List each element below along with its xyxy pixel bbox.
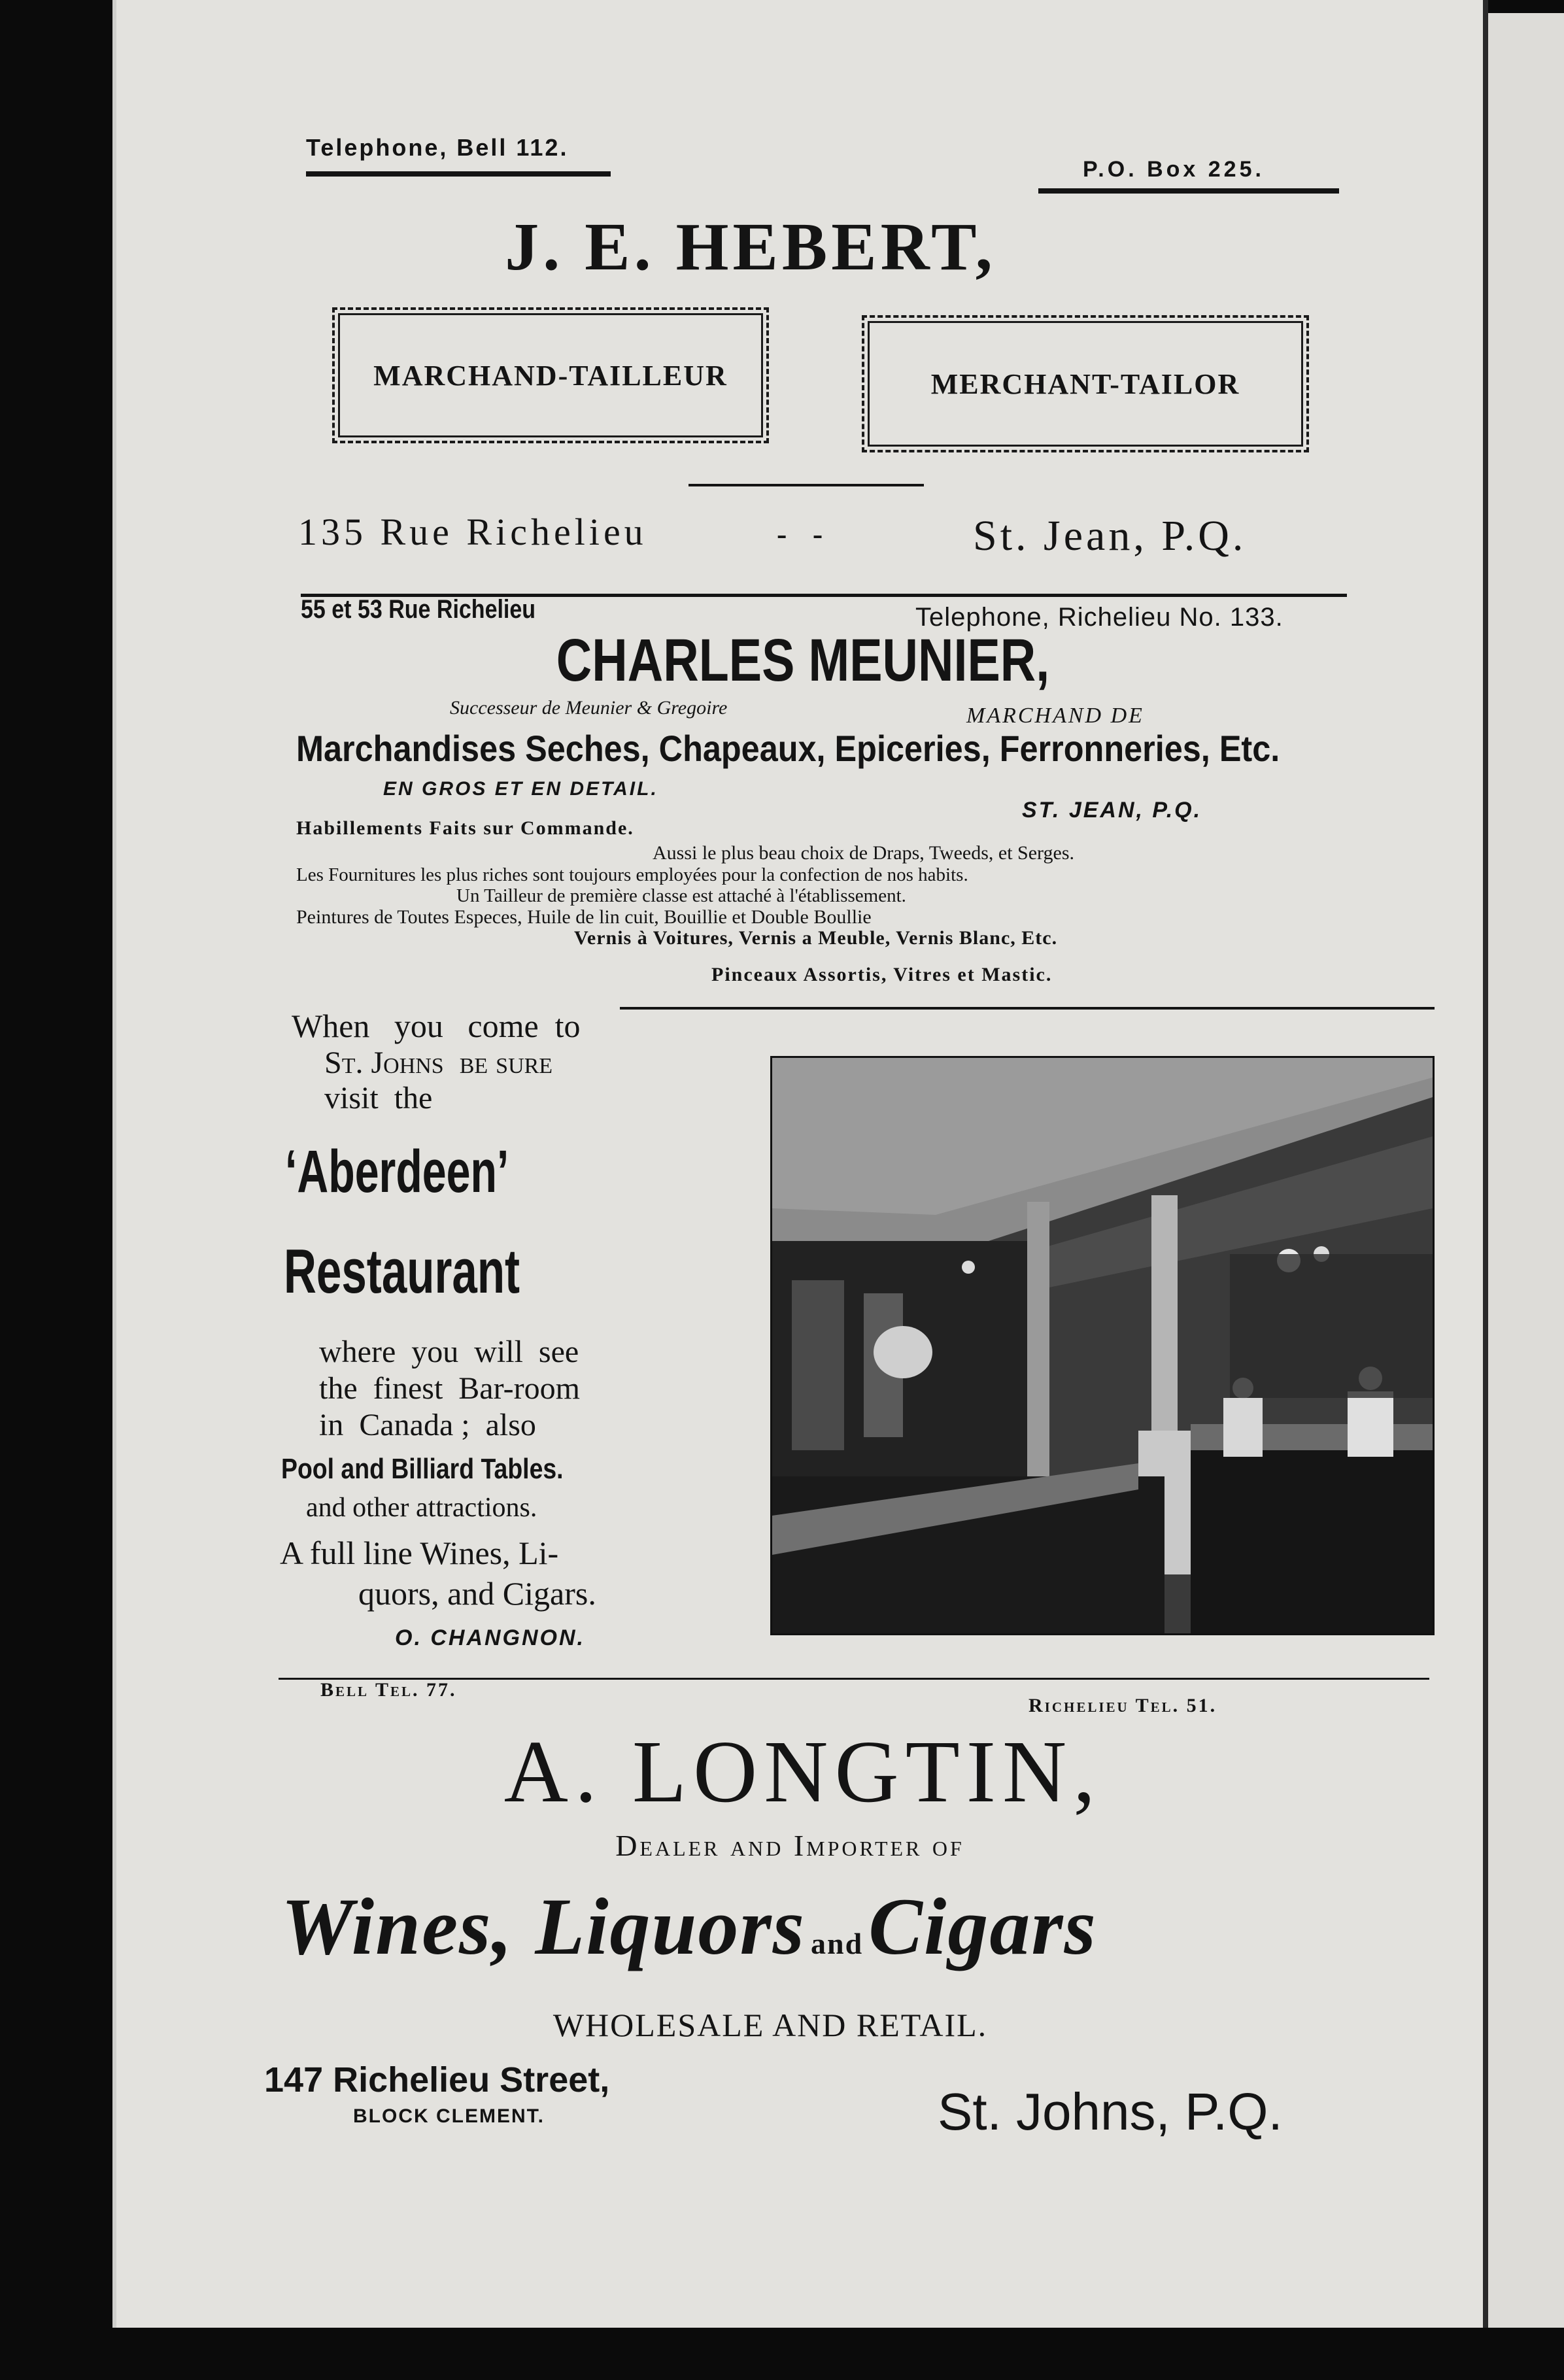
longtin-richelieu-tel: Richelieu Tel. 51.: [1028, 1695, 1217, 1716]
meunier-line-5: Peintures de Toutes Especes, Huile de lin cuit, Bouillie et Double Boullie: [296, 906, 872, 928]
longtin-street: 147 Richelieu Street,: [264, 2060, 610, 2100]
meunier-goods: Marchandises Seches, Chapeaux, Epiceries, Ferronneries, Etc.: [296, 728, 1280, 769]
meunier-line-7: Pinceaux Assortis, Vitres et Mastic.: [711, 964, 1053, 985]
aberdeen-owner: O. CHANGNON.: [395, 1625, 585, 1650]
aberdeen-intro-2: St. Johns be sure: [324, 1046, 553, 1080]
aberdeen-intro-3: visit the: [324, 1081, 433, 1115]
meunier-telephone: Telephone, Richelieu No. 133.: [915, 603, 1284, 632]
hebert-po-box: P.O. Box 225.: [1083, 157, 1265, 182]
meunier-line-3: Les Fournitures les plus riches sont toujours employées pour la confection de nos habits.: [296, 864, 968, 885]
hebert-po-box-rule: [1038, 188, 1339, 194]
longtin-products: [281, 1880, 1097, 1973]
longtin-role: Dealer and Importer of: [615, 1829, 964, 1862]
hebert-address: 135 Rue Richelieu: [298, 511, 647, 553]
aberdeen-intro-1: When you come to: [292, 1008, 581, 1044]
meunier-address: 55 et 53 Rue Richelieu: [301, 595, 536, 624]
aberdeen-name: ‘Aberdeen’: [285, 1138, 509, 1205]
hebert-city: St. Jean, P.Q.: [973, 512, 1247, 560]
aberdeen-desc-3: in Canada ; also: [319, 1408, 536, 1442]
meunier-line-6: Vernis à Voitures, Vernis a Meuble, Vernis Blanc, Etc.: [574, 927, 1058, 949]
aberdeen-desc-1: where you will see: [319, 1334, 579, 1369]
hebert-name: J. E. HEBERT,: [505, 209, 996, 284]
meunier-name: CHARLES MEUNIER,: [556, 627, 1050, 694]
meunier-line-2: Aussi le plus beau choix de Draps, Tweeds, et Serges.: [653, 842, 1074, 864]
longtin-bell-tel: Bell Tel. 77.: [320, 1679, 457, 1701]
meunier-line-4: Un Tailleur de première classe est attaché à l'établissement.: [456, 885, 906, 906]
aberdeen-other: and other attractions.: [306, 1493, 537, 1523]
meunier-successor: Successeur de Meunier & Gregoire: [450, 697, 728, 719]
aberdeen-restaurant: Restaurant: [284, 1236, 520, 1306]
hebert-trade-en-box: [862, 315, 1309, 452]
longtin-city: St. Johns, P.Q.: [938, 2082, 1283, 2141]
section-rule-2: [620, 1007, 1435, 1010]
aberdeen-wines-1: A full line Wines, Li-: [280, 1535, 559, 1571]
hebert-divider: [688, 484, 924, 486]
advertisement-page: [112, 0, 1488, 2328]
hebert-telephone: Telephone, Bell 112.: [306, 134, 569, 161]
hebert-trade-fr-box: [332, 307, 769, 443]
longtin-products-1: Wines, Liquors: [281, 1882, 806, 1971]
hebert-trade-en: MERCHANT-TAILOR: [930, 367, 1240, 400]
adjacent-page-edge: [1486, 13, 1564, 2328]
meunier-marchand: MARCHAND DE: [966, 704, 1144, 728]
longtin-wholesale: WHOLESALE AND RETAIL.: [552, 2007, 988, 2043]
longtin-name: A. LONGTIN,: [503, 1723, 1102, 1821]
longtin-products-2: Cigars: [868, 1882, 1097, 1971]
longtin-block: BLOCK CLEMENT.: [353, 2105, 545, 2127]
aberdeen-pool: Pool and Billiard Tables.: [281, 1453, 564, 1485]
hebert-trade-fr: MARCHAND-TAILLEUR: [373, 359, 728, 392]
longtin-products-and: and: [811, 1927, 864, 1960]
aberdeen-wines-2: quors, and Cigars.: [358, 1575, 596, 1612]
meunier-wholesale: EN GROS ET EN DETAIL.: [383, 778, 658, 800]
meunier-line-1: Habillements Faits sur Commande.: [296, 817, 634, 839]
aberdeen-desc-2: the finest Bar-room: [319, 1371, 580, 1406]
meunier-city: ST. JEAN, P.Q.: [1022, 798, 1202, 823]
hebert-separator: - -: [777, 517, 832, 551]
restaurant-interior-photo: [770, 1056, 1435, 1635]
hebert-telephone-rule: [306, 171, 611, 177]
